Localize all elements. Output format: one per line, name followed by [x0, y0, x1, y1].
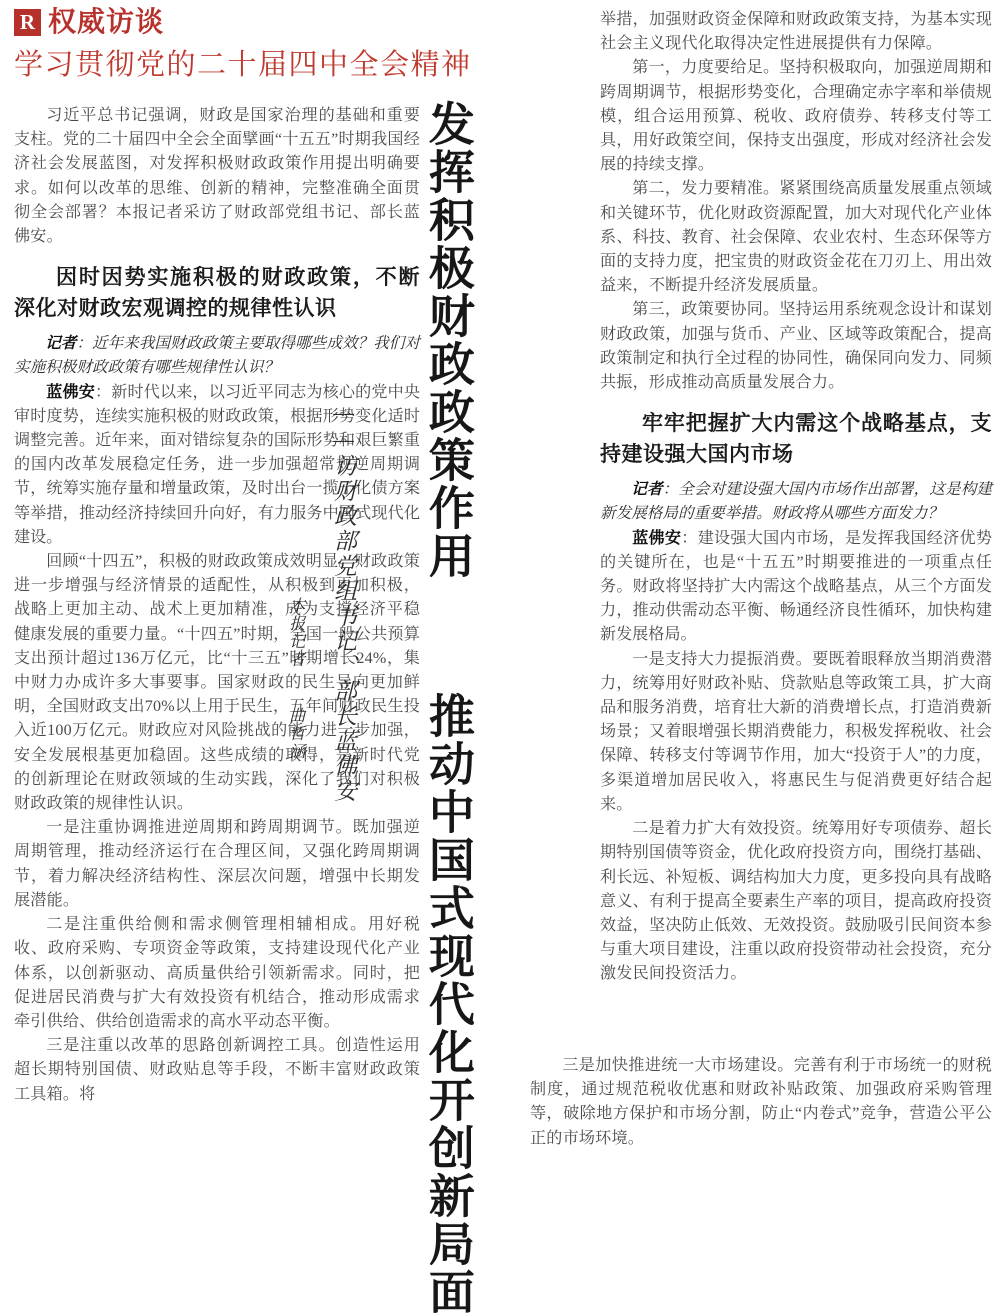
question-2-speaker: 记者	[631, 481, 663, 499]
headline-main: 发挥积极财政政策作用 推动中国式现代化开创新局面	[421, 100, 476, 1316]
question-1-speaker: 记者	[45, 335, 77, 353]
right-paragraph-cont: 举措，加强财政资金保障和财政政策支持，为基本实现社会主义现代化取得决定性进展提供有力保障。	[600, 11, 992, 53]
masthead	[14, 5, 534, 83]
headline-subtitle: ——访财政部党组书记、部长蓝佛安	[331, 400, 357, 804]
answer-2-speaker: 蓝佛安	[632, 529, 682, 547]
left-paragraph-2: 回顾“十四五”，积极的财政政策成效明显。财政政策进一步增强与经济情景的适配性，从积极到更加积极，战略上更加主动、战术上更加精准，成为支撑经济平稳健康发展的重要力量。“十四五”时期，全国一般公共预算支出预计超过136万亿元，比“十三五”时期增长24%，集中财力办成许多大事要事。国家财政的民生导向更加鲜明，全国财政支出70%以上用于民生，五年间财政民生投入近100万亿元。财政应对风险挑战的能力进一步加强，安全发展根基更加稳固。这些成绩的取得，是新时代党的创新理论在财政领域的生动实践，深化了我们对积极财政政策的规律性认识。	[14, 553, 420, 813]
question-2	[600, 478, 992, 526]
answer-2	[600, 527, 992, 648]
section-heading-1: 因时因势实施积极的财政政策，不断深化对财政宏观调控的规律性认识	[14, 265, 420, 321]
question-1-text: ：近年来我国财政政策主要取得哪些成效？我们对实施积极财政政策有哪些规律性认识？	[14, 335, 421, 377]
brand-title: 权威访谈	[48, 5, 165, 38]
answer-1-text: ：新时代以来，以习近平同志为核心的党中央审时度势，连续实施积极的财政政策，根据形势变化适时调整完善。近年来，面对错综复杂的国际形势和艰巨繁重的国内改革发展稳定任务，进一步加强超常规逆周期调节，统筹实施存量和增量政策，及时出台一揽子化债方案等举措，推动经济持续回升向好，有力服务中国式现代化建设。	[14, 383, 421, 546]
question-2-text: ：全会对建设强大国内市场作出部署，这是构建新发展格局的重要举措。财政将从哪些方面发力？	[600, 481, 993, 523]
question-1	[14, 332, 420, 380]
right-paragraph-5: 二是着力扩大有效投资。统筹用好专项债券、超长期特别国债等资金，优化政府投资方向，围绕打基础、利长远、补短板、调结构加大力度，更多投向具有战略意义、有利于提高全要素生产率的项目，提高政府投资效益，坚决防止低效、无效投资。鼓励吸引民间资本参与重大项目建设，注重以政府投资带动社会投资，充分激发民间投资活力。	[600, 820, 992, 983]
left-paragraph-4: 二是注重供给侧和需求侧管理相辅相成。用好税收、政府采购、专项资金等政策，支持建设现代化产业体系，以创新驱动、高质量供给引领新需求。同时，把促进居民消费与扩大有效投资有机结合，推动形成需求牵引供给、供给创造需求的高水平动态平衡。	[14, 916, 420, 1030]
answer-1	[14, 381, 420, 550]
answer-1-speaker: 蓝佛安	[46, 383, 95, 401]
masthead-subtitle: 学习贯彻党的二十届四中全会精神	[14, 47, 472, 81]
red-square-r-logo-icon: R	[14, 9, 41, 36]
right-paragraph-3: 第三，政策要协同。坚持运用系统观念设计和谋划财政政策，加强与货币、产业、区域等政策配合，提高政策制定和执行全过程的协同性，确保同向发力、同频共振，形成推动高质量发展合力。	[600, 301, 992, 392]
right-paragraph-2: 第二，发力要精准。紧紧围绕高质量发展重点领域和关键环节，优化财政资源配置，加大对现代化产业体系、科技、教育、社会保障、农业农村、生态环保等方面的支持力度，把宝贵的财政资金花在刀刃上、用出效益来，不断提升经济发展质量。	[600, 180, 992, 295]
brand-row	[14, 5, 534, 38]
lead-paragraph: 习近平总书记强调，财政是国家治理的基础和重要支柱。党的二十届四中全会全面擘画“十五五”时期我国经济社会发展蓝图，对发挥积极财政政策作用提出明确要求。如何以改革的思维、创新的精神，完整准确全面贯彻全会部署？本报记者采访了财政部党组书记、部长蓝佛安。	[14, 107, 420, 246]
vertical-headline-zone	[286, 100, 596, 1316]
left-paragraph-5: 三是注重以改革的思路创新调控工具。创造性运用超长期特别国债、财政贴息等手段，不断丰富财政政策工具箱。将	[14, 1037, 420, 1103]
bottom-paragraph-6: 三是加快推进统一大市场建设。完善有利于市场统一的财税制度，通过规范税收优惠和财政补贴政策、加强政府采购管理等，破除地方保护和市场分割，防止“内卷式”竞争，营造公平公正的市场环境。	[530, 1057, 992, 1147]
right-paragraph-1: 第一，力度要给足。坚持积极取向，加强逆周期和跨周期调节，根据形势变化，合理确定赤字率和举债规模，组合运用预算、税收、政府债券、转移支付等工具，用好政策空间，保持支出强度，形成对经济社会发展的持续支撑。	[600, 59, 992, 174]
section-heading-2: 牢牢把握扩大内需这个战略基点，支持建设强大国内市场	[600, 411, 992, 467]
headline-byline: 本报记者 曲哲涵	[286, 597, 304, 761]
left-paragraph-3: 一是注重协调推进逆周期和跨周期调节。既加强逆周期管理，推动经济运行在合理区间，又强化跨周期调节，着力解决经济结构性、深层次问题，增强中长期发展潜能。	[14, 819, 420, 909]
right-paragraph-4: 一是支持大力提振消费。要既着眼释放当期消费潜力，统筹用好财政补贴、贷款贴息等政策工具，扩大商品和服务消费，培育壮大新的消费增长点，打造消费新场景；又着眼增强长期消费能力，积极发挥税收、社会保障、转移支付等调节作用，加大“投资于人”的力度，多渠道增加居民收入，将惠民生与促消费更好结合起来。	[600, 650, 992, 813]
column-right	[600, 8, 992, 987]
column-bottom	[530, 1054, 992, 1151]
column-left	[14, 104, 420, 1107]
answer-2-text: ：建设强大国内市场，是发挥我国经济优势的关键所在，也是“十五五”时期要推进的一项重点任务。财政将坚持扩大内需这个战略基点，从三个方面发力，推动供需动态平衡、畅通经济良性循环，加快构建新发展格局。	[600, 529, 993, 644]
